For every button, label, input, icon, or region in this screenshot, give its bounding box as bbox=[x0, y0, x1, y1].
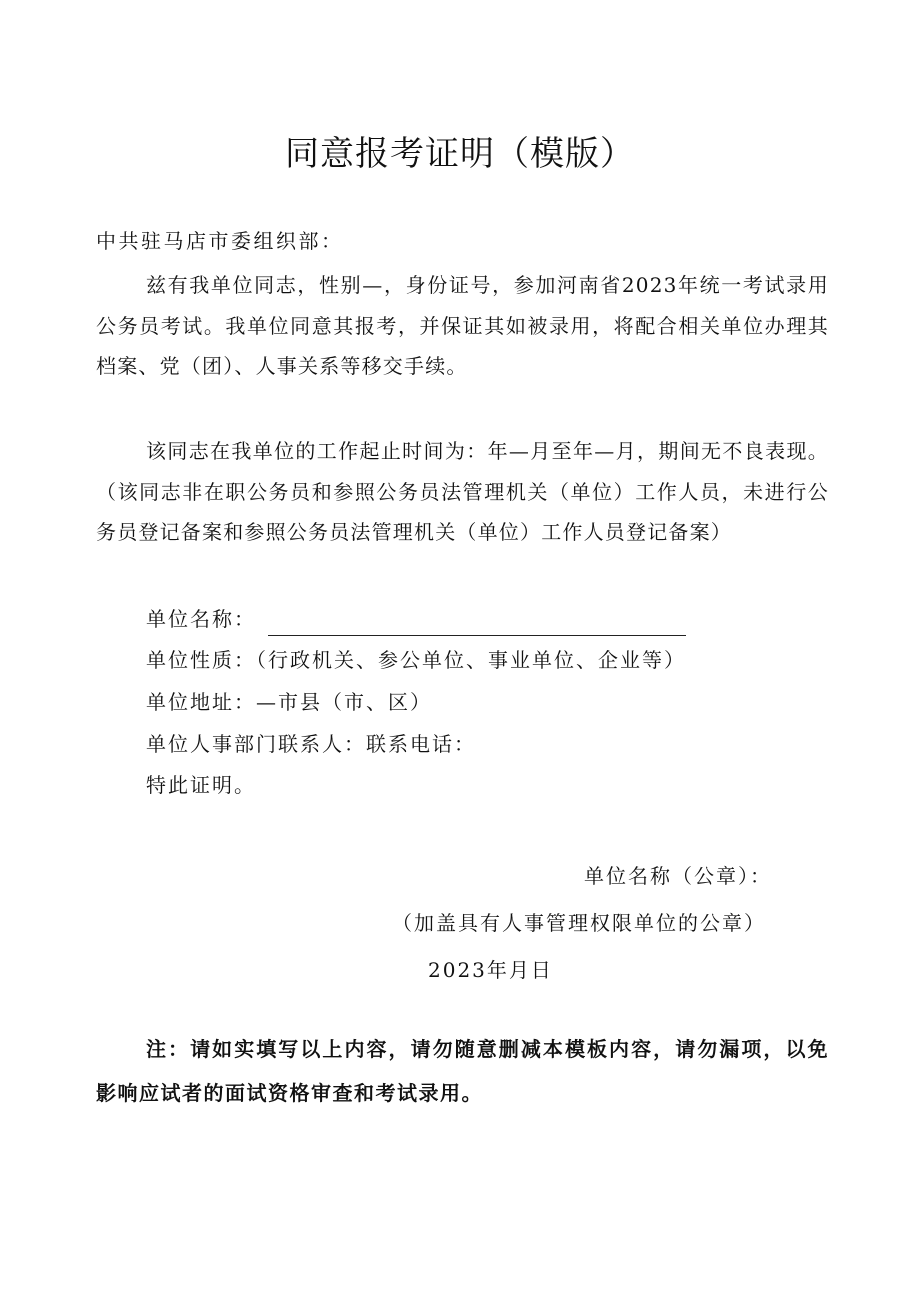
contact-row: 单位人事部门联系人：联系电话： bbox=[146, 732, 476, 756]
seal-note: （加盖具有人事管理权限单位的公章） bbox=[392, 911, 766, 935]
work-period-paragraph: 该同志在我单位的工作起止时间为：年—月至年—月，期间无不良表现。（该同志非在职公务员和参照公务员法管理机关（单位）工作人员，未进行公务员登记备案和参照公务员法管理机关（单位）工作人员登记备案） bbox=[96, 439, 829, 544]
footnote-warning: 注：请如实填写以上内容，请勿随意删减本模板内容，请勿漏项，以免影响应试者的面试资格审查和考试录用。 bbox=[96, 1037, 829, 1105]
unit-address-row: 单位地址：—市县（市、区） bbox=[146, 690, 432, 714]
consent-paragraph: 兹有我单位同志，性别—，身份证号，参加河南省2023年统一考试录用公务员考试。我单位同意其报考，并保证其如被录用，将配合相关单位办理其档案、党（团）、人事关系等移交手续。 bbox=[96, 273, 829, 378]
unit-nature-row: 单位性质：（行政机关、参公单位、事业单位、企业等） bbox=[146, 648, 686, 672]
unit-seal-label: 单位名称（公章）： bbox=[584, 864, 772, 888]
addressee: 中共驻马店市委组织部： bbox=[96, 229, 344, 253]
unit-name-row bbox=[146, 602, 686, 636]
unit-name-label: 单位名称： bbox=[146, 607, 256, 631]
unit-name-blank-line bbox=[268, 611, 686, 636]
certify-line: 特此证明。 bbox=[146, 773, 256, 797]
signature-date: 2023年月日 bbox=[428, 958, 553, 982]
document-title: 同意报考证明（模版） bbox=[285, 134, 635, 174]
